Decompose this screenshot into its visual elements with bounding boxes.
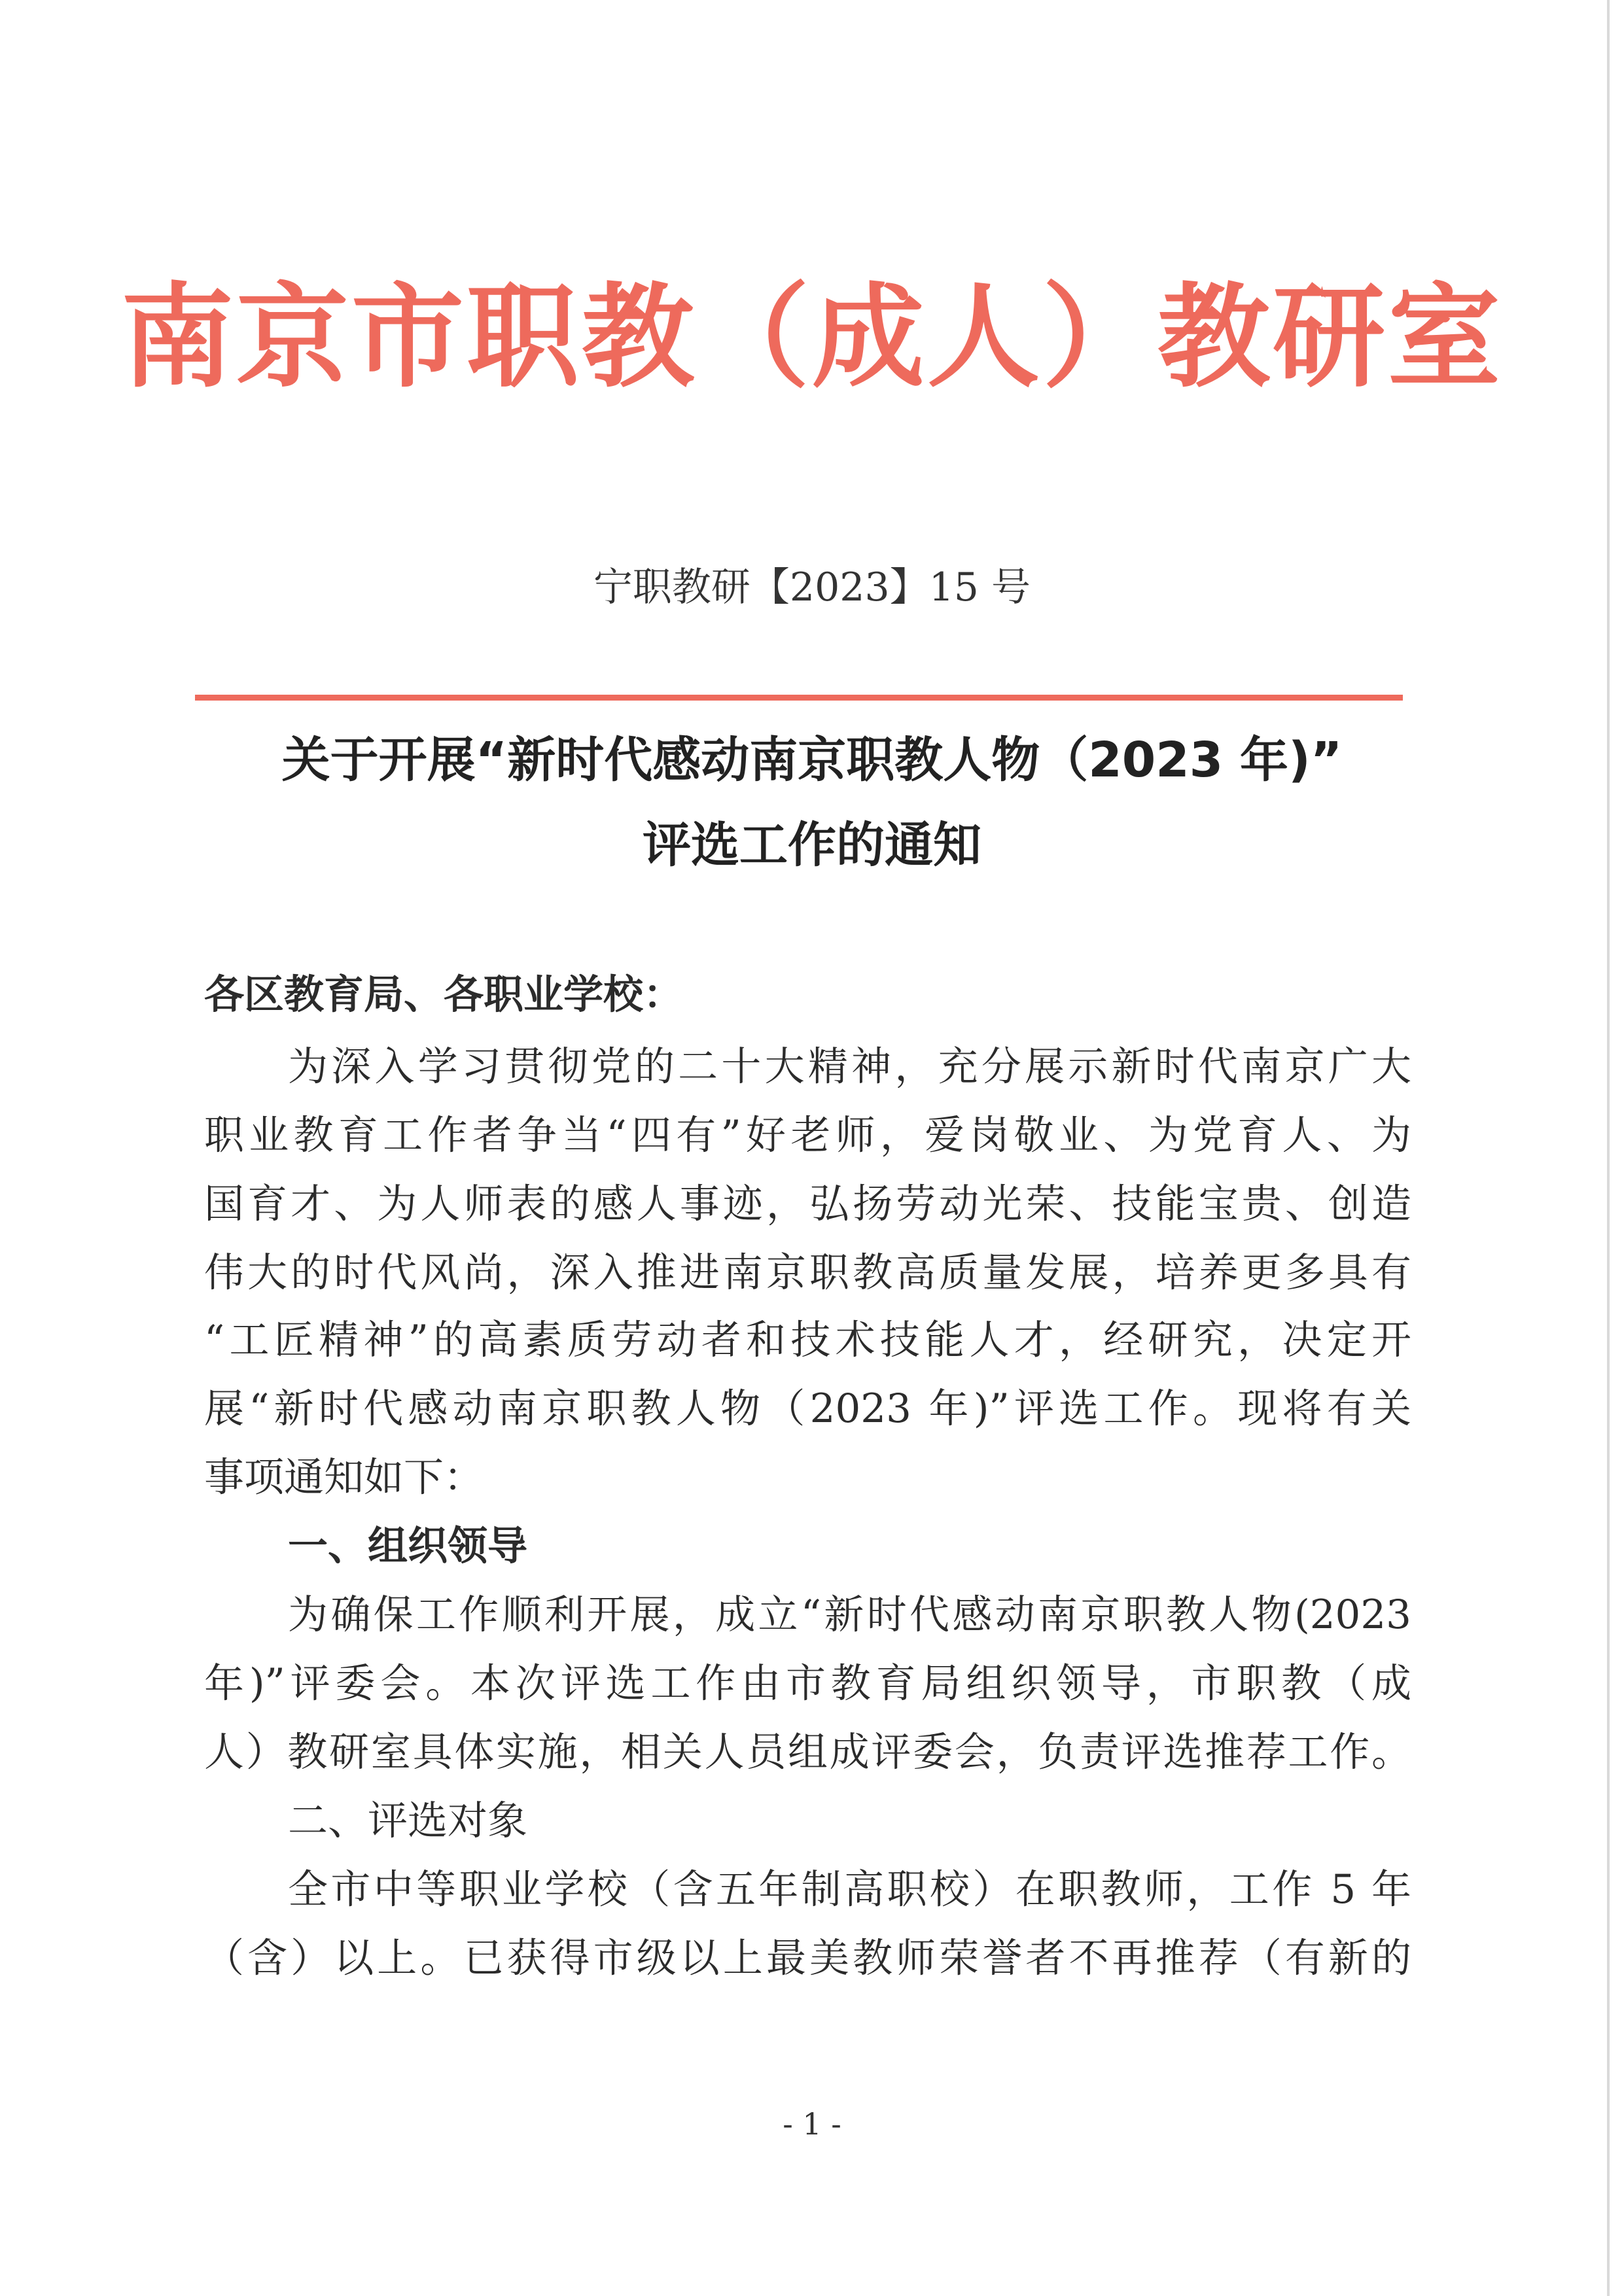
paragraph-line: 职业教育工作者争当“四有”好老师，爱岗敬业、为党育人、为 xyxy=(204,1112,1411,1158)
organization-header-title: 南京市职教（成人）教研室 xyxy=(121,271,1503,403)
paragraph-line: 事项通知如下： xyxy=(204,1454,484,1501)
paragraph-line: 为确保工作顺利开展，成立“新时代感动南京职教人物(2023 xyxy=(288,1592,1411,1638)
paragraph-line: 人）教研室具体实施，相关人员组成评委会，负责评选推荐工作。 xyxy=(204,1729,1411,1775)
section-heading-candidates: 二、评选对象 xyxy=(288,1798,528,1844)
paragraph-line: （含）以上。已获得市级以上最美教师荣誉者不再推荐（有新的 xyxy=(204,1935,1411,1981)
paragraph-line: 为深入学习贯彻党的二十大精神，充分展示新时代南京广大 xyxy=(288,1043,1411,1090)
document-number: 宁职教研【2023】15 号 xyxy=(593,565,1031,610)
paragraph-line: 国育才、为人师表的感人事迹，弘扬劳动光荣、技能宝贵、创造 xyxy=(204,1181,1411,1227)
section-heading-organization: 一、组织领导 xyxy=(288,1523,528,1569)
page-number: - 1 - xyxy=(783,2106,841,2142)
paragraph-line: “工匠精神”的高素质劳动者和技术技能人才，经研究，决定开 xyxy=(204,1317,1411,1363)
salutation: 各区教育局、各职业学校： xyxy=(204,971,684,1018)
notice-title-line-1: 关于开展“新时代感动南京职教人物（2023 年)” xyxy=(281,732,1343,788)
red-divider-rule xyxy=(195,695,1403,701)
paragraph-line: 年)”评委会。本次评选工作由市教育局组织领导，市职教（成 xyxy=(204,1660,1411,1707)
paragraph-line: 展“新时代感动南京职教人物（2023 年)”评选工作。现将有关 xyxy=(204,1385,1411,1432)
notice-title-line-2: 评选工作的通知 xyxy=(643,817,981,873)
paragraph-line: 全市中等职业学校（含五年制高职校）在职教师，工作 5 年 xyxy=(288,1866,1411,1913)
paragraph-line: 伟大的时代风尚，深入推进南京职教高质量发展，培养更多具有 xyxy=(204,1249,1411,1296)
